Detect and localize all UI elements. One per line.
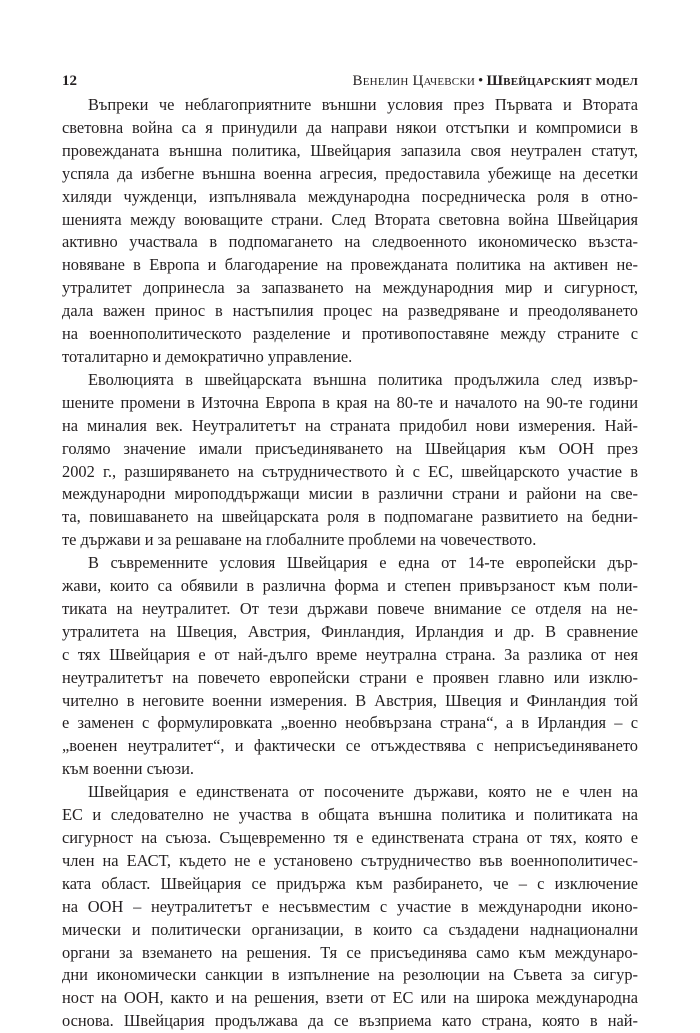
paragraph [62, 781, 638, 1033]
text-line: та, повишаването на швейцарската роля в подпомагане развитието на бедни- [62, 507, 638, 527]
text-line: дни икономически санкции в изпълнение на резолюции на Съвета за сигур- [62, 965, 638, 985]
text-line: голямо значение имали присъединяването на Швейцария към ООН през [62, 438, 638, 458]
text-line: жави, които са обявили в различна форма и степен привързаност към поли- [62, 576, 638, 596]
text-line: ЕС и следователно не участва в общата външна политика и политиката на [62, 805, 638, 825]
author-name: Венелин Цачевски [352, 73, 476, 89]
text-line: е заменен с формулировката „военно необвързана страна“, а в Ирландия – с [62, 713, 638, 733]
text-line: на миналия век. Неутралитетът на страната придобил нови измерения. Най- [62, 415, 638, 435]
text-line: тоталитарно и демократично управление. [62, 346, 353, 366]
text-line: В съвременните условия Швейцария е една от 14-те европейски дър- [88, 553, 638, 573]
text-line: основа. Швейцария продължава да се възприема като страна, която в най- [62, 1011, 638, 1031]
text-line: сигурност на съюза. Същевременно тя е единствената страна от тях, която е [62, 828, 638, 847]
text-line: те държави и за решаване на глобалните проблеми на човечеството. [62, 530, 537, 550]
text-line: Еволюцията в швейцарската външна политика продължила след извър- [88, 369, 638, 389]
text-line: шените промени в Източна Европа в края на 80-те и началото на 90-те години [62, 392, 638, 412]
text-line: член на ЕАСТ, където не е установено сътрудничество във военнополитичес- [62, 850, 638, 870]
paragraph [62, 552, 638, 781]
paragraph [62, 94, 638, 369]
text-line: на военнополитическото разделение и противопоставяне между страните с [62, 324, 638, 344]
text-line: шенията между воюващите страни. След Втората световна война Швейцария [62, 209, 638, 229]
text-line: ност на ООН, както и на решения, взети от ЕС или на широка международна [62, 988, 638, 1008]
text-line: хиляди чужденци, изпълнявала международна посредническа роля в отно- [62, 186, 638, 206]
text-line: органи за вземането на решения. Тя се присъединява само към междунаро- [62, 942, 638, 962]
text-line: утралитета на Швеция, Австрия, Финландия, Ирландия и др. В сравнение [62, 621, 638, 641]
text-line: чително в неговите военни измерения. В Австрия, Швеция и Финландия той [62, 690, 638, 710]
text-line: мически и политически организации, в които са създадени наднационални [62, 919, 638, 939]
text-line: успяла да избегне външна военна агресия, предоставила убежище на десетки [62, 163, 638, 183]
page-number: 12 [62, 73, 77, 89]
text-line: провежданата външна политика, Швейцария запазила своя неутрален статут, [62, 140, 638, 160]
text-line: към военни съюзи. [62, 759, 194, 779]
body-text [62, 94, 638, 1033]
text-line: международни мироподдържащи мисии в различни страни и райони на све- [62, 484, 638, 504]
text-line: с тях Швейцария е от най-дълго време неутрална страна. За разлика от нея [62, 644, 638, 664]
text-line: активно участвала в подпомагането на следвоенното икономическо възста- [62, 232, 638, 252]
paragraph [62, 369, 638, 552]
header-separator: • [478, 73, 484, 89]
text-line: неутралитетът на повечето европейски страни е проявен главно или изклю- [62, 667, 638, 687]
text-line: световна война са я принудили да направи някои отстъпки и компромиси в [62, 117, 638, 137]
text-line: дала важен принос в настъпилия процес на разведряване и преодоляването [62, 301, 638, 321]
text-line: утралитет допринесла за запазването на международния мир и сигурност, [62, 278, 638, 298]
text-line: Въпреки че неблагоприятните външни условия през Първата и Втората [88, 95, 638, 114]
running-header [62, 70, 638, 92]
running-head [353, 70, 638, 92]
text-line: ката област. Швейцария се придържа към разбирането, че – с изключение [62, 873, 638, 893]
text-line: тиката на неутралитет. От тези държави повече внимание се отделя на не- [62, 598, 638, 618]
text-line: на ООН – неутралитетът е несъвместим с участие в международни иконо- [62, 896, 638, 916]
text-line: „военен неутралитет“, и фактически се отъждествява с неприсъединяването [62, 736, 638, 756]
text-line: 2002 г., разширяването на сътрудничеството ѝ с ЕС, швейцарското участие в [62, 461, 638, 481]
text-line: новяване в Европа и благодарение на провежданата политика на активен не- [62, 255, 638, 275]
book-title: Швейцарският модел [486, 73, 638, 89]
text-line: Швейцария е единствената от посочените държави, която не е член на [88, 782, 638, 802]
